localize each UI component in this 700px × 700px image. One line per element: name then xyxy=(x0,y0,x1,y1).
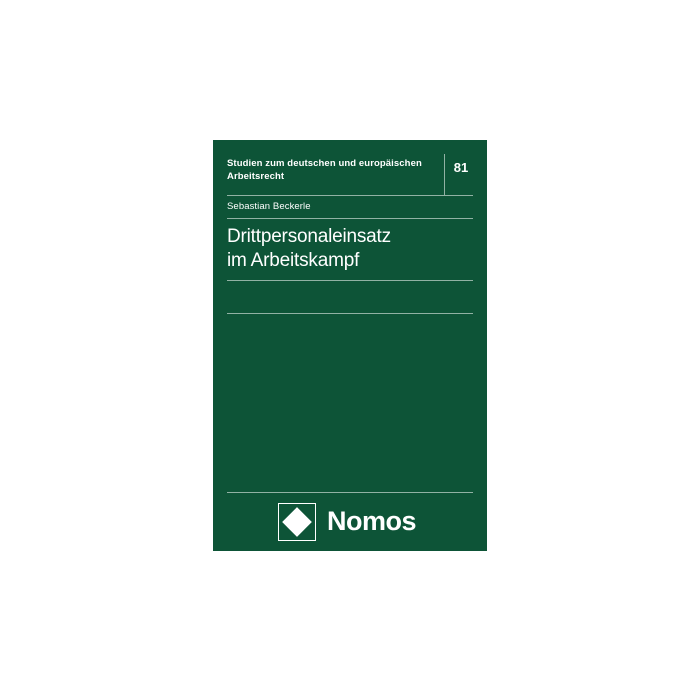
book-title-line-1: Drittpersonaleinsatz xyxy=(227,226,391,247)
nomos-diamond-icon xyxy=(278,503,316,541)
series-title: Studien zum deutschen und europäischen Arbeitsrecht xyxy=(227,158,422,182)
divider-middle xyxy=(227,313,473,314)
series-number: 81 xyxy=(453,160,469,175)
book-title-line-2: im Arbeitskampf xyxy=(227,250,360,272)
divider-series-number xyxy=(444,154,445,195)
book-title xyxy=(227,225,467,274)
divider-series xyxy=(227,195,473,196)
book-cover xyxy=(213,140,487,551)
publisher-block xyxy=(227,492,473,551)
divider-author xyxy=(227,218,473,219)
author-name: Sebastian Beckerle xyxy=(227,201,311,212)
divider-title xyxy=(227,280,473,281)
publisher-name: Nomos xyxy=(326,506,416,536)
